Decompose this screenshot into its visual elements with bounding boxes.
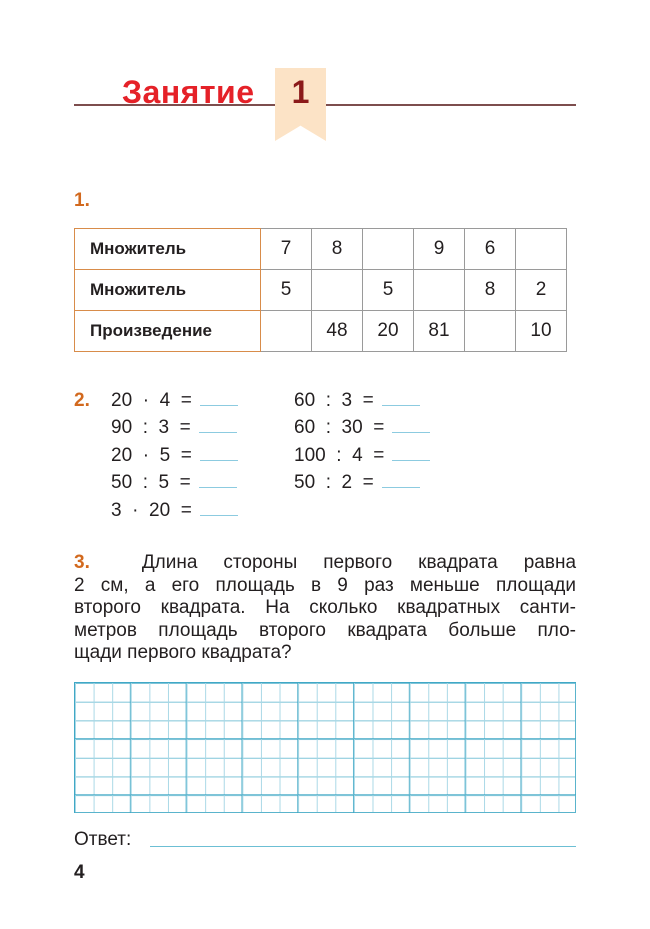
table-cell[interactable]: 5 xyxy=(363,270,414,311)
table-cell[interactable]: 2 xyxy=(516,270,567,311)
table-cell[interactable] xyxy=(516,229,567,270)
equation-text: 20 · 5 = xyxy=(111,445,192,466)
table-cell[interactable]: 8 xyxy=(312,229,363,270)
problem-line xyxy=(74,552,576,575)
multiplication-table xyxy=(74,228,567,352)
equation-text: 20 · 4 = xyxy=(111,390,192,411)
table-cell[interactable]: 5 xyxy=(261,270,312,311)
page-number: 4 xyxy=(74,862,85,883)
table-cell[interactable] xyxy=(363,229,414,270)
equation xyxy=(111,417,237,439)
table-cell[interactable]: 6 xyxy=(465,229,516,270)
table-cell[interactable] xyxy=(465,311,516,352)
table-cell[interactable]: 81 xyxy=(414,311,465,352)
table-cell[interactable]: 9 xyxy=(414,229,465,270)
table-cell[interactable] xyxy=(414,270,465,311)
equation xyxy=(111,390,238,412)
lesson-number: 1 xyxy=(291,74,310,110)
table-row xyxy=(75,229,567,270)
table-cell[interactable]: 10 xyxy=(516,311,567,352)
graph-paper-grid[interactable] xyxy=(74,682,576,813)
answer-blank[interactable] xyxy=(392,432,430,433)
answer-blank[interactable] xyxy=(199,487,237,488)
task-3-problem xyxy=(74,552,576,665)
row-label: Множитель xyxy=(75,270,261,311)
equation xyxy=(294,445,430,467)
equation xyxy=(294,472,420,494)
answer-blank[interactable] xyxy=(382,405,420,406)
table-cell[interactable]: 7 xyxy=(261,229,312,270)
equation-text: 100 : 4 = xyxy=(294,445,385,466)
row-label: Множитель xyxy=(75,229,261,270)
answer-blank[interactable] xyxy=(382,487,420,488)
equation-text: 60 : 30 = xyxy=(294,417,385,438)
table-row xyxy=(75,311,567,352)
problem-line: второго квадрата. На сколько квадратных санти- xyxy=(74,597,576,619)
table-cell[interactable]: 48 xyxy=(312,311,363,352)
equation xyxy=(111,500,238,522)
problem-line: 2 см, а его площадь в 9 раз меньше площади xyxy=(74,574,576,596)
answer-input-line[interactable] xyxy=(150,846,576,847)
task-2-number: 2. xyxy=(74,390,90,411)
answer-blank[interactable] xyxy=(199,432,237,433)
row-label: Произведение xyxy=(75,311,261,352)
task-3-number: 3. xyxy=(74,552,90,573)
answer-blank[interactable] xyxy=(200,405,238,406)
table-cell[interactable]: 8 xyxy=(465,270,516,311)
table-cell[interactable] xyxy=(312,270,363,311)
answer-blank[interactable] xyxy=(392,460,430,461)
equation xyxy=(111,472,237,494)
table-cell[interactable]: 20 xyxy=(363,311,414,352)
equation-text: 50 : 5 = xyxy=(111,472,191,493)
equation xyxy=(294,390,420,412)
answer-label: Ответ: xyxy=(74,829,132,850)
problem-text: Длина стороны первого квадрата равна xyxy=(141,552,577,573)
problem-line: метров площадь второго квадрата больше пло- xyxy=(74,619,576,641)
equation-text: 90 : 3 = xyxy=(111,417,191,438)
equation xyxy=(111,445,238,467)
equation-text: 50 : 2 = xyxy=(294,472,374,493)
table-row xyxy=(75,270,567,311)
answer-blank[interactable] xyxy=(200,460,238,461)
equation-text: 3 · 20 = xyxy=(111,500,192,521)
answer-blank[interactable] xyxy=(200,515,238,516)
task-1-number: 1. xyxy=(74,190,90,211)
table-cell[interactable] xyxy=(261,311,312,352)
equation-text: 60 : 3 = xyxy=(294,390,374,411)
equation xyxy=(294,417,430,439)
problem-line: щади первого квадрата? xyxy=(74,642,292,664)
lesson-title: Занятие xyxy=(122,74,255,110)
